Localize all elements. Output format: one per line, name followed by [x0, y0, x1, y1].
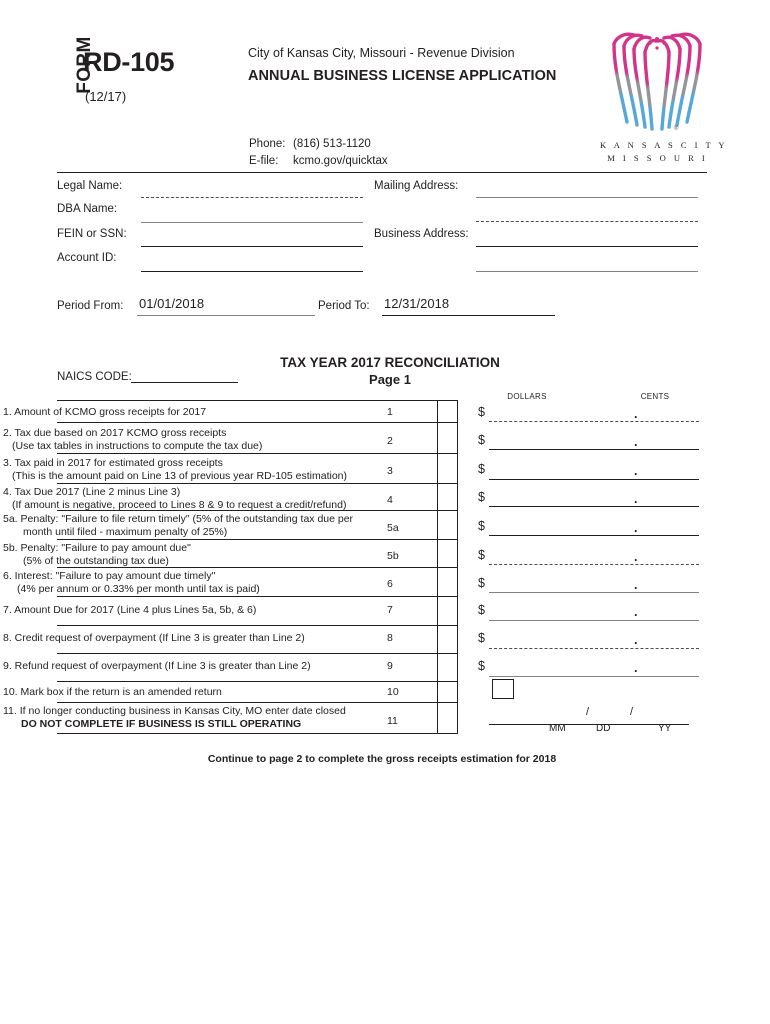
period-from-input-line[interactable] [137, 315, 315, 316]
period-to-label: Period To: [318, 300, 370, 312]
line-1-number: 1 [387, 406, 393, 418]
line-2-description: 2. Tax due based on 2017 KCMO gross receipts [3, 427, 227, 439]
table-sep-7 [57, 625, 458, 626]
line-8-decimal: . [634, 633, 638, 647]
account-id-input-line[interactable] [141, 271, 363, 272]
table-top-border [57, 400, 458, 401]
line-9-description: 9. Refund request of overpayment (If Line 3 is greater than Line 2) [3, 660, 311, 672]
phone-label: Phone: [249, 138, 286, 150]
line-6-number: 6 [387, 578, 393, 590]
line-4-description-sub: (If amount is negative, proceed to Lines 8 & 9 to request a credit/refund) [12, 499, 347, 512]
line-3-description-sub: (This is the amount paid on Line 13 of previous year RD-105 estimation) [12, 470, 348, 483]
cents-column-header: CENTS [640, 392, 670, 401]
line-6-decimal: . [634, 578, 638, 592]
efile-link[interactable]: kcmo.gov/quicktax [293, 155, 388, 167]
line-10-number: 10 [387, 686, 399, 698]
table-bottom-border [57, 733, 458, 734]
fountain-logo-icon [600, 26, 715, 138]
line-9-number: 9 [387, 660, 393, 672]
line-7-description: 7. Amount Due for 2017 (Line 4 plus Lines 5a, 5b, & 6) [3, 604, 257, 616]
dollars-column-header: DOLLARS [507, 392, 547, 401]
business-address-input-line-1[interactable] [476, 246, 698, 247]
line-2-dollar-sign: $ [478, 433, 485, 447]
registered-trademark-icon: ® [674, 126, 679, 132]
line-5a-dollar-sign: $ [478, 519, 485, 533]
table-sep-1 [57, 422, 458, 423]
line-1-amount-input[interactable] [489, 421, 699, 422]
line-5b-description-sub: (5% of the outstanding tax due) [23, 555, 169, 568]
efile-label: E-file: [249, 155, 279, 167]
line-3-dollar-sign: $ [478, 462, 485, 476]
line-5a-decimal: . [634, 521, 638, 535]
period-to-value[interactable]: 12/31/2018 [384, 296, 450, 311]
dba-name-input-line[interactable] [141, 222, 363, 223]
line-8-dollar-sign: $ [478, 631, 485, 645]
line-7-dollar-sign: $ [478, 603, 485, 617]
line-3-description: 3. Tax paid in 2017 for estimated gross receipts [3, 457, 223, 469]
line-8-description: 8. Credit request of overpayment (If Line 3 is greater than Line 2) [3, 632, 305, 644]
line-8-number: 8 [387, 632, 393, 644]
period-from-label: Period From: [57, 300, 124, 312]
logo-state-name: M I S S O U R I [607, 153, 708, 163]
line-5b-number: 5b [387, 550, 399, 562]
line-7-number: 7 [387, 604, 393, 616]
date-day-label: DD [596, 723, 611, 734]
line-1-dollar-sign: $ [478, 405, 485, 419]
line-7-decimal: . [634, 605, 638, 619]
reconciliation-title: TAX YEAR 2017 RECONCILIATION [280, 355, 500, 370]
reconciliation-page-number: Page 1 [369, 372, 411, 387]
line-5b-description: 5b. Penalty: "Failure to pay amount due" [3, 542, 191, 554]
line-5a-description: 5a. Penalty: "Failure to file return timely" (5% of the outstanding tax due per [3, 513, 354, 525]
form-revision-date: (12/17) [85, 89, 127, 104]
line-5a-amount-input[interactable] [489, 535, 699, 536]
line-1-description: 1. Amount of KCMO gross receipts for 2017 [3, 406, 207, 418]
table-sep-10 [57, 702, 458, 703]
line-11-description-warning: DO NOT COMPLETE IF BUSINESS IS STILL OPERATING [21, 718, 302, 731]
line-11-description: 11. If no longer conducting business in Kansas City, MO enter date closed [3, 705, 346, 717]
line-7-amount-input[interactable] [489, 620, 699, 621]
line-4-decimal: . [634, 492, 638, 506]
form-word-label: FORM [74, 36, 95, 94]
line-5b-amount-input[interactable] [489, 564, 699, 565]
mailing-address-label: Mailing Address: [374, 180, 459, 192]
period-to-input-line[interactable] [382, 315, 555, 316]
line-5b-decimal: . [634, 550, 638, 564]
line-3-decimal: . [634, 464, 638, 478]
line-4-dollar-sign: $ [478, 490, 485, 504]
fein-ssn-input-line[interactable] [141, 246, 363, 247]
period-from-value[interactable]: 01/01/2018 [139, 296, 205, 311]
footer-continue-note: Continue to page 2 to complete the gross receipts estimation for 2018 [207, 753, 557, 765]
line-9-amount-input[interactable] [489, 676, 699, 677]
agency-name: City of Kansas City, Missouri - Revenue Division [248, 46, 515, 60]
naics-code-label: NAICS CODE: [57, 371, 132, 383]
line-1-decimal: . [634, 407, 638, 421]
date-year-label: YY [658, 723, 672, 734]
line-6-description: 6. Interest: "Failure to pay amount due timely" [3, 570, 216, 582]
line-10-description: 10. Mark box if the return is an amended return [3, 686, 222, 698]
legal-name-label: Legal Name: [57, 180, 123, 192]
line-4-description: 4. Tax Due 2017 (Line 2 minus Line 3) [3, 486, 181, 498]
form-code: RD-105 [83, 47, 175, 77]
line-11-number: 11 [387, 715, 398, 727]
line-3-number: 3 [387, 465, 393, 477]
naics-code-input-line[interactable] [131, 382, 238, 383]
date-slash-1: / [586, 706, 590, 718]
business-address-label: Business Address: [374, 228, 469, 240]
fein-ssn-label: FEIN or SSN: [57, 228, 127, 240]
line-9-decimal: . [634, 661, 638, 675]
dba-name-label: DBA Name: [57, 203, 118, 215]
date-month-label: MM [549, 723, 566, 734]
logo-city-name: K A N S A S C I T Y [600, 140, 728, 150]
amended-return-checkbox[interactable] [492, 679, 514, 699]
line-9-dollar-sign: $ [478, 659, 485, 673]
account-id-label: Account ID: [57, 252, 117, 264]
mailing-address-input-line-1[interactable] [476, 197, 698, 198]
line-2-description-sub: (Use tax tables in instructions to compute the tax due) [12, 440, 263, 453]
table-sep-9 [57, 681, 458, 682]
line-6-description-sub: (4% per annum or 0.33% per month until tax is paid) [17, 583, 260, 596]
phone-value: (816) 513-1120 [293, 138, 371, 150]
table-numcol-right-border [457, 400, 458, 733]
mailing-address-input-line-2[interactable] [476, 221, 698, 222]
business-address-input-line-2[interactable] [476, 271, 698, 272]
line-8-amount-input[interactable] [489, 648, 699, 649]
date-slash-2: / [630, 706, 634, 718]
line-5b-dollar-sign: $ [478, 548, 485, 562]
line-5a-number: 5a [387, 522, 399, 534]
table-numcol-left-border [437, 400, 438, 733]
line-4-number: 4 [387, 494, 393, 506]
page-title: ANNUAL BUSINESS LICENSE APPLICATION [248, 68, 557, 84]
table-sep-8 [57, 653, 458, 654]
line-2-decimal: . [634, 435, 638, 449]
line-2-number: 2 [387, 435, 393, 447]
line-4-amount-input[interactable] [489, 506, 699, 507]
line-6-dollar-sign: $ [478, 576, 485, 590]
line-5a-description-sub: month until filed - maximum penalty of 25%) [23, 526, 228, 539]
line-2-amount-input[interactable] [489, 449, 699, 450]
kansas-city-logo [600, 26, 728, 171]
line-6-amount-input[interactable] [489, 592, 699, 593]
line-3-amount-input[interactable] [489, 479, 699, 480]
header-divider [57, 172, 707, 173]
legal-name-input-line[interactable] [141, 197, 363, 198]
